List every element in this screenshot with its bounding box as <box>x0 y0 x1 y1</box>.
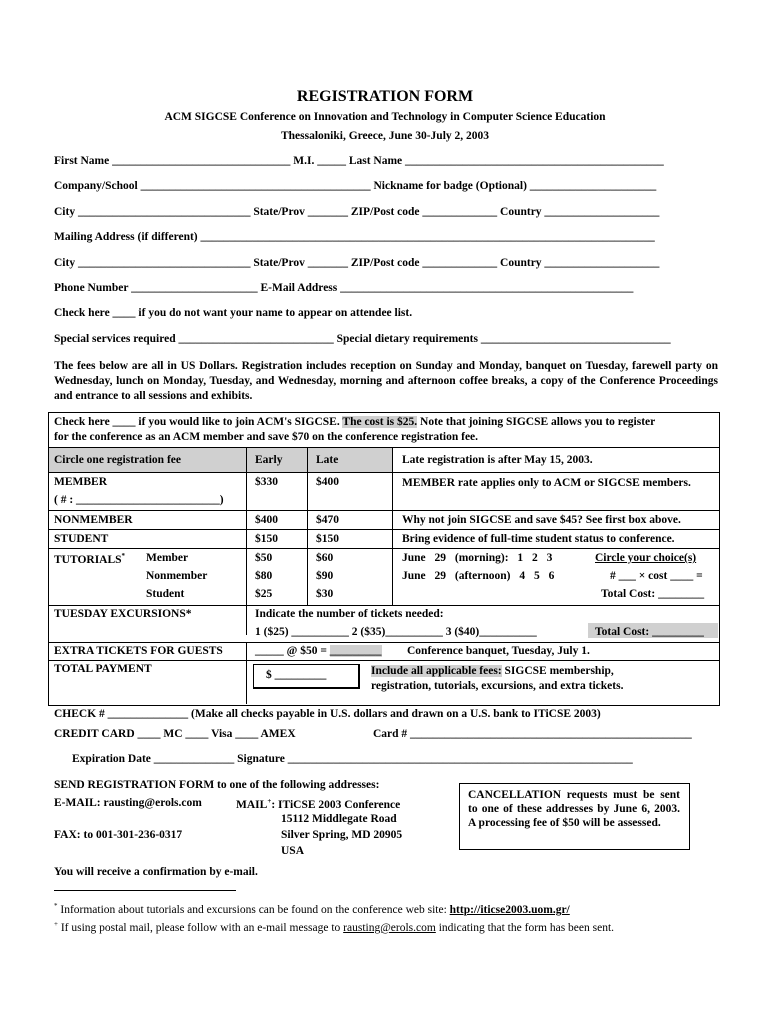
nonmember-early-fee[interactable]: $400 <box>255 514 278 526</box>
banquet-note: Conference banquet, Tuesday, July 1. <box>407 645 590 657</box>
row-divider <box>48 548 719 549</box>
mailing-address-field[interactable]: Mailing Address (if different) _______________________________________________________________________________ <box>54 231 655 243</box>
student-early-fee[interactable]: $150 <box>255 533 278 545</box>
tutorial-total-cost[interactable]: Total Cost: ________ <box>601 588 705 600</box>
tutorial-student-label: Student <box>146 588 185 600</box>
excursions-label: TUESDAY EXCURSIONS* <box>54 608 192 620</box>
footnote-separator <box>54 890 236 891</box>
row-divider <box>48 472 719 473</box>
include-fees-note <box>371 665 614 677</box>
student-label: STUDENT <box>54 533 109 545</box>
include-fees-highlight: Include all applicable fees: <box>371 665 502 677</box>
city-fields[interactable]: City ______________________________ State/Prov _______ ZIP/Post code _____________ Country ____________________ <box>54 206 660 218</box>
total-payment-amount[interactable]: $ _________ <box>266 669 327 681</box>
fees-note: The fees below are all in US Dollars. Registration includes reception on Sunday and Monday, banquet on Tuesday, farewell party on Wednesday, lunch on Monday, Tuesday, and Wednesday, morning and afternoon coffee breaks, a copy of the Conference Proceedings and entrance to all sessions and exhibits. <box>54 360 718 402</box>
mailing-city-fields[interactable]: City ______________________________ State/Prov _______ ZIP/Post code _____________ Country ____________________ <box>54 257 660 269</box>
extra-tickets-label: EXTRA TICKETS FOR GUESTS <box>54 645 223 657</box>
footnote-2: + If using postal mail, please follow with an e-mail message to rausting@erols.com indicating that the form has been sent. <box>54 920 615 934</box>
row-divider <box>48 605 719 606</box>
tutorial-afternoon-sessions[interactable]: June 29 (afternoon) 4 5 6 <box>402 570 555 582</box>
conference-website-link[interactable]: http://iticse2003.uom.gr/ <box>449 903 570 916</box>
member-label: MEMBER <box>54 476 108 488</box>
extra-tickets-calc[interactable] <box>255 645 382 657</box>
late-column-header: Late <box>316 454 339 466</box>
join-sigcse-benefit: Note that joining SIGCSE allows you to register <box>420 416 656 428</box>
total-payment-label: TOTAL PAYMENT <box>54 663 152 675</box>
member-id-field[interactable]: ( # : _________________________) <box>54 494 224 506</box>
extra-tickets-total-blank[interactable]: _________ <box>329 645 382 657</box>
row-divider <box>48 510 719 511</box>
column-divider <box>307 447 308 605</box>
footnote-1-text: Information about tutorials and excursions can be found on the conference web site: <box>60 903 447 916</box>
column-divider <box>246 642 247 704</box>
email-link[interactable]: rausting@erols.com <box>343 921 436 934</box>
nonmember-note: Why not join SIGCSE and save $45? See first box above. <box>402 514 681 526</box>
form-title: REGISTRATION FORM <box>296 88 474 105</box>
student-late-fee[interactable]: $150 <box>316 533 339 545</box>
tutorial-student-late[interactable]: $30 <box>316 588 334 600</box>
special-requirements-fields[interactable]: Special services required ___________________________ Special dietary requirements _________________________________ <box>54 333 671 345</box>
excursions-instruction: Indicate the number of tickets needed: <box>255 608 444 620</box>
tutorials-label-text: TUTORIALS <box>54 553 122 566</box>
phone-email-fields[interactable]: Phone Number ______________________ E-Mail Address ___________________________________________________ <box>54 282 634 294</box>
credit-card-type-field[interactable]: CREDIT CARD ____ MC ____ Visa ____ AMEX <box>54 728 296 740</box>
email-address: E-MAIL: rausting@erols.com <box>54 797 202 809</box>
tutorial-nonmember-late[interactable]: $90 <box>316 570 334 582</box>
tutorial-member-late[interactable]: $60 <box>316 552 334 564</box>
mail-address-line4: USA <box>281 845 305 857</box>
tutorials-label: TUTORIALS* <box>54 552 126 566</box>
join-sigcse-line2: for the conference as an ACM member and save $70 on the conference registration fee. <box>54 431 479 443</box>
student-note: Bring evidence of full-time student status to conference. <box>402 533 675 545</box>
nonmember-label: NONMEMBER <box>54 514 133 526</box>
nonmember-late-fee[interactable]: $470 <box>316 514 339 526</box>
send-form-heading: SEND REGISTRATION FORM to one of the following addresses: <box>54 779 380 791</box>
late-registration-note: Late registration is after May 15, 2003. <box>402 454 593 466</box>
mail-recipient: : ITiCSE 2003 Conference <box>271 798 401 811</box>
card-number-field[interactable]: Card # _________________________________________________ <box>373 728 692 740</box>
include-fees-line2: registration, tutorials, excursions, and extra tickets. <box>371 680 624 692</box>
include-fees-rest: SIGCSE membership, <box>504 665 614 677</box>
join-sigcse-text: Check here ____ if you would like to join ACM's SIGCSE. <box>54 416 340 428</box>
member-late-fee[interactable]: $400 <box>316 476 339 488</box>
join-sigcse-cost: The cost is $25. <box>342 416 418 428</box>
excursion-options[interactable]: 1 ($25) __________ 2 ($35)__________ 3 ($40)__________ <box>255 626 537 638</box>
company-fields[interactable]: Company/School ________________________________________ Nickname for badge (Optional) ______________________ <box>54 180 657 192</box>
footnote-2-text: If using postal mail, please follow with an e-mail message to <box>60 921 341 934</box>
circle-choice-instruction: Circle your choice(s) <box>595 552 697 564</box>
fax-number: FAX: to 001-301-236-0317 <box>54 829 183 841</box>
expiration-signature-field[interactable]: Expiration Date ______________ Signature ____________________________________________________________ <box>72 753 633 765</box>
row-divider <box>48 642 719 643</box>
column-divider <box>246 447 247 635</box>
join-sigcse-line1[interactable] <box>54 416 655 428</box>
tutorial-morning-sessions[interactable]: June 29 (morning): 1 2 3 <box>402 552 553 564</box>
name-fields[interactable]: First Name _______________________________ M.I. _____ Last Name _____________________________________________ <box>54 155 664 167</box>
mail-address-line3: Silver Spring, MD 20905 <box>281 829 403 841</box>
cancellation-note: CANCELLATION requests must be sent to one of these addresses by June 6, 2003. A processing fee of $50 will be assessed. <box>468 789 680 829</box>
mail-address-line2: 15112 Middlegate Road <box>281 813 397 825</box>
attendee-list-optout[interactable]: Check here ____ if you do not want your name to appear on attendee list. <box>54 307 413 319</box>
row-divider <box>48 660 719 661</box>
early-column-header: Early <box>255 454 283 466</box>
tutorial-student-early[interactable]: $25 <box>255 588 273 600</box>
extra-tickets-calc-text: _____ @ $50 = <box>255 645 327 657</box>
tutorial-nonmember-label: Nonmember <box>146 570 208 582</box>
confirmation-note: You will receive a confirmation by e-mail. <box>54 866 258 878</box>
tutorial-member-label: Member <box>146 552 189 564</box>
footnote-1: * Information about tutorials and excursions can be found on the conference web site: http://iticse2003.uom.gr/ <box>54 902 570 916</box>
conference-name: ACM SIGCSE Conference on Innovation and Technology in Computer Science Education <box>164 111 606 123</box>
excursion-total-cost[interactable]: Total Cost: _________ <box>595 626 704 638</box>
footnote-2-end: indicating that the form has been sent. <box>438 921 615 934</box>
row-divider <box>48 447 719 448</box>
tutorial-cost-calc[interactable]: # ___ × cost ____ = <box>610 570 703 582</box>
member-note: MEMBER rate applies only to ACM or SIGCSE members. <box>402 477 691 489</box>
conference-location-date: Thessaloniki, Greece, June 30-July 2, 2003 <box>280 130 490 142</box>
mail-label: MAIL <box>236 798 268 811</box>
tutorial-nonmember-early[interactable]: $80 <box>255 570 273 582</box>
member-early-fee[interactable]: $330 <box>255 476 278 488</box>
row-divider <box>48 529 719 530</box>
column-divider <box>392 447 393 605</box>
check-number-field[interactable]: CHECK # ______________ (Make all checks payable in U.S. dollars and drawn on a U.S. bank to ITiCSE 2003) <box>54 708 601 720</box>
fee-column-header: Circle one registration fee <box>54 454 181 466</box>
tutorial-member-early[interactable]: $50 <box>255 552 273 564</box>
mail-address-line1: MAIL+: ITiCSE 2003 Conference <box>236 797 401 811</box>
